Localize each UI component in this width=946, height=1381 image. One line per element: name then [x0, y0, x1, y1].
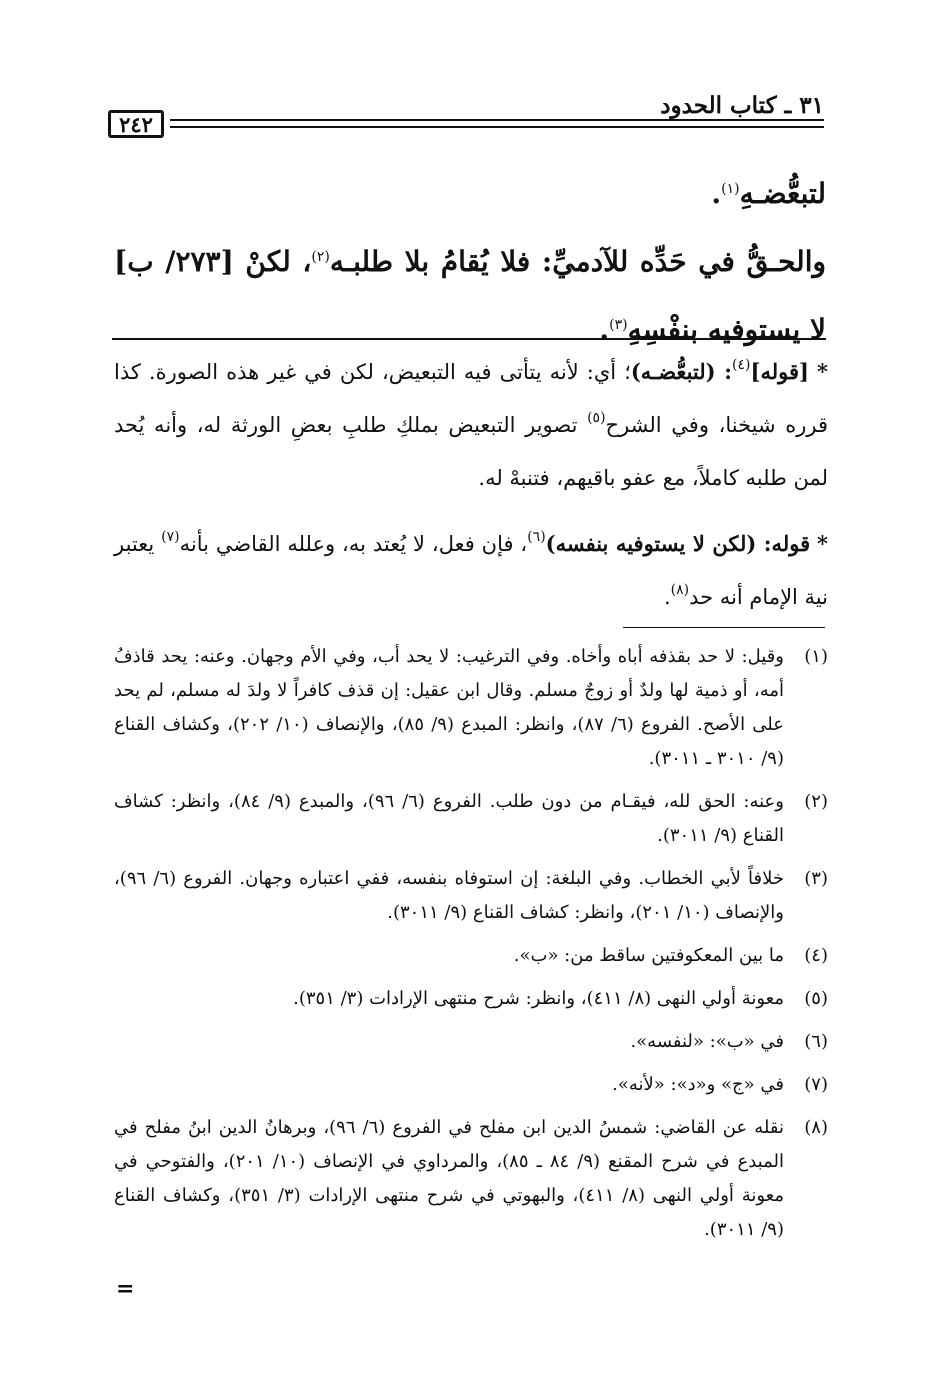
commentary-keyword: قوله: (لكن لا يستوفيه بنفسه) [545, 531, 811, 556]
commentary-quote: : (لتبعُّضـه) [630, 359, 733, 384]
footnote-number: (٣) [804, 868, 828, 889]
footnote-text: نقله عن القاضي: شمسُ الدين ابن مفلح في الفروع (٦/ ٩٦)، وبرهانُ الدين ابنُ مفلح في المبدع في شرح المقنع (٩/ ٨٤ ـ ٨٥)، والمرداوي في الإنصاف (١٠/ ٢٠١)، والفتوحي في معونة أولي النهى (٨/ ٤١١)، والبهوتي في شرح منتهى الإرادات (٣/ ٣٥١)، وكشاف القناع (٩/ ٣٠١١). [114, 1117, 785, 1240]
footnote-ref: (١) [721, 181, 740, 197]
chapter-title: ٣١ ـ كتاب الحدود [660, 92, 824, 119]
main-text-span: لتبعُّضـهِ [739, 177, 826, 210]
footnote-number: (٤) [804, 945, 828, 966]
commentary-text: ، فإن فعل، لا يُعتد به، وعلله القاضي بأنه [179, 532, 528, 556]
footnote-number: (٧) [804, 1074, 828, 1095]
footnote-number: (٨) [804, 1117, 828, 1138]
commentary-paragraph-1 [114, 345, 828, 505]
footnote-number: (٥) [804, 988, 828, 1009]
footnote-text: وعنه: الحق لله، فيقـام من دون طلب. الفروع (٦/ ٩٦)، والمبدع (٩/ ٨٤)، وانظر: كشاف القناع (٩/ ٣٠١١). [114, 791, 784, 846]
main-text-span: ، لكنْ [٢٧٣/ ب] لا يستوفيه بنفْسِهِ [114, 245, 826, 346]
footnote [114, 939, 828, 973]
main-text-span: . [711, 177, 722, 210]
section-divider [112, 338, 826, 340]
commentary-text: . [663, 585, 671, 609]
footnote [114, 1111, 828, 1247]
footnote-rule [623, 627, 825, 628]
commentary-paragraph-2 [114, 517, 828, 624]
footnote [114, 982, 828, 1016]
header-rule-bottom [170, 126, 824, 128]
footnote-text: وقيل: لا حد بقذفه أباه وأخاه. وفي الترغيب: لا يحد أب، وفي الأم وجهان. وعنه: يحد قاذفُ أمه، أو ذمية لها ولدٌ أو زوجٌ مسلم. وقال ابن عقيل: إن قذف كافراً لا ولدَ له مسلم، لم يحد على الأصح. الفروع (٦/ ٨٧)، وانظر: المبدع (٩/ ٨٥)، والإنصاف (١٠/ ٢٠٢)، وكشاف القناع (٩/ ٣٠١٠ ـ ٣٠١١). [114, 646, 784, 769]
footnote-ref: (٥) [587, 410, 606, 426]
commentary-text: تصوير التبعيض بملكِ طلبِ بعضِ الورثة له، وأنه يُحد لمن طلبه كاملاً، مع عفو باقيهم، فتنبهْ له. [114, 413, 828, 490]
main-paragraph-1 [114, 160, 826, 228]
footnote-ref: (٨) [670, 582, 690, 598]
footnote-ref: (٤) [732, 357, 751, 373]
header-rule-top [170, 119, 824, 121]
footnote-text: معونة أولي النهى (٨/ ٤١١)، وانظر: شرح منتهى الإرادات (٣/ ٣٥١). [293, 988, 784, 1009]
footnote [114, 862, 828, 930]
footnote-ref: (٧) [161, 529, 180, 545]
commentary-text: ؛ أي: لأنه يتأتى فيه التبعيض، لكن في غير هذه الصورة. كذا قرره شيخنا، وفي الشرح [114, 360, 829, 437]
footnote-number: (٢) [804, 791, 828, 812]
commentary-text: يعتبر نية الإمام أنه حد [114, 532, 828, 609]
commentary [114, 345, 828, 636]
footnote-text: خلافاً لأبي الخطاب. وفي البلغة: إن استوفاه بنفسه، ففي اعتباره وجهان. الفروع (٦/ ٩٦)، والإنصاف (١٠/ ٢٠١)، وانظر: كشاف القناع (٩/ ٣٠١١). [114, 868, 784, 923]
main-text-span: والحـقُّ في حَدِّه للآدميِّ: فلا يُقامُ بلا طلبـه [329, 245, 826, 278]
footnote [114, 785, 828, 853]
footnote [114, 1025, 828, 1059]
footnotes [114, 640, 828, 1256]
footnote-text: ما بين المعكوفتين ساقط من: «ب». [513, 945, 784, 966]
footnote-text: في «ب»: «لنفسه». [630, 1031, 784, 1052]
footnote-number: (١) [804, 646, 828, 667]
bullet-star-icon: * [817, 531, 828, 556]
footnote-ref: (٣) [609, 317, 628, 333]
footnote-number: (٦) [804, 1031, 828, 1052]
page-header [108, 88, 824, 140]
main-text [114, 160, 826, 364]
footnote-ref: (٢) [311, 249, 330, 265]
continuation-mark: = [116, 1276, 135, 1302]
footnote [114, 1068, 828, 1102]
main-paragraph-2 [114, 228, 826, 364]
page-number: ٢٤٢ [108, 110, 164, 138]
footnote [114, 640, 828, 776]
main-text-span: . [599, 313, 610, 346]
bullet-star-icon: * [817, 359, 828, 384]
commentary-keyword: [قوله] [750, 359, 809, 384]
footnote-text: في «ج» و«د»: «لأنه». [612, 1074, 784, 1095]
footnote-ref: (٦) [527, 529, 546, 545]
